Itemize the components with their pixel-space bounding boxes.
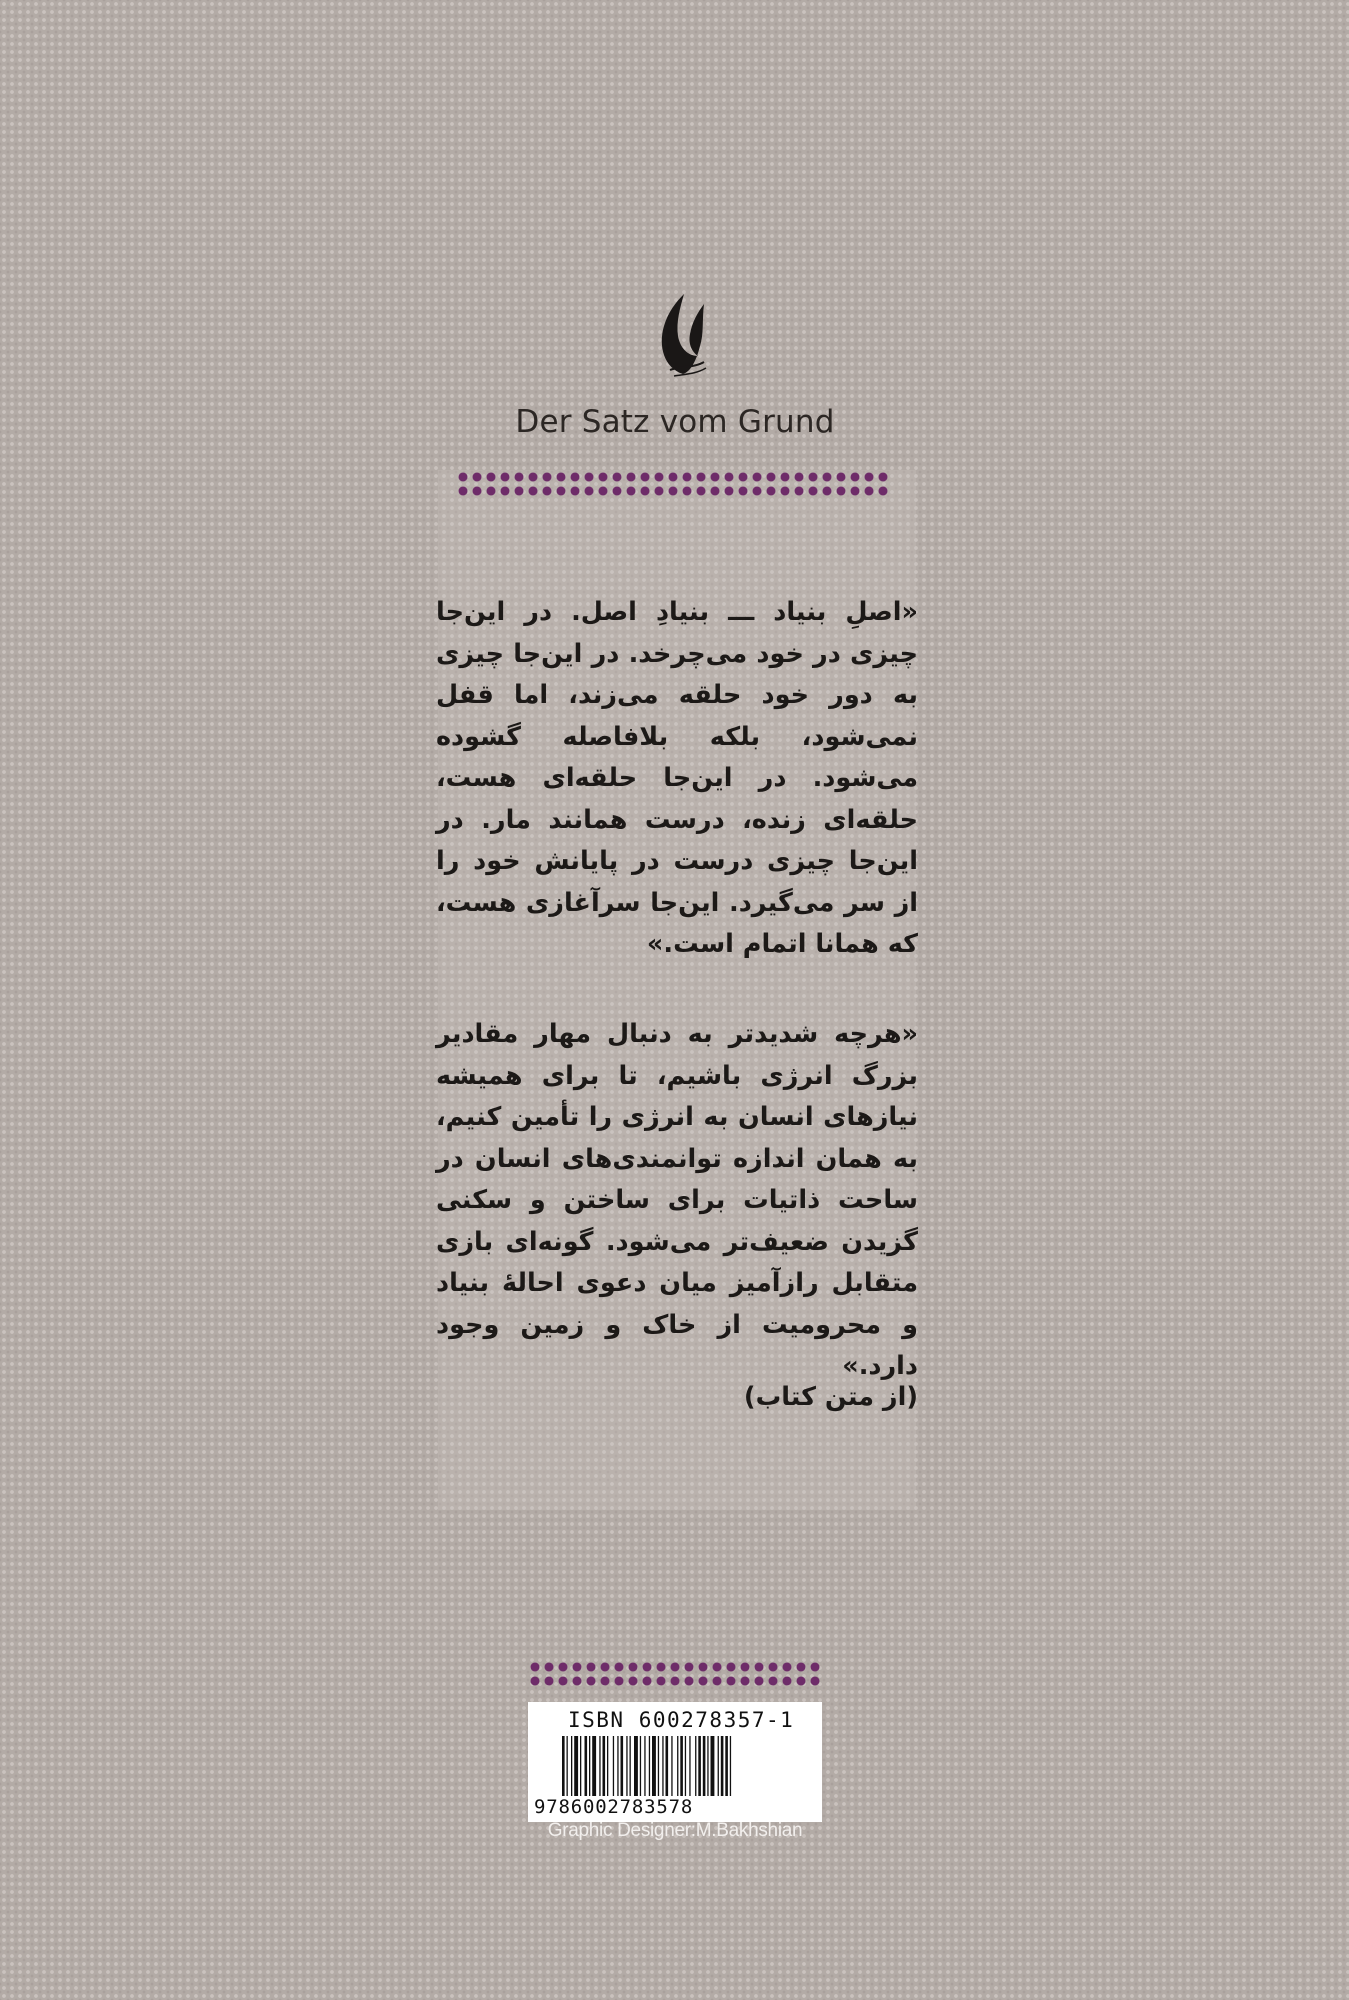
barcode-bar bbox=[725, 1736, 728, 1796]
barcode-bar bbox=[599, 1736, 600, 1796]
barcode-bar bbox=[580, 1736, 581, 1796]
book-title-latin: Der Satz vom Grund bbox=[515, 404, 835, 440]
publisher-logo-icon bbox=[650, 282, 710, 382]
barcode-bar bbox=[634, 1736, 638, 1796]
barcode-bar bbox=[695, 1736, 696, 1796]
barcode-bar bbox=[707, 1736, 708, 1796]
barcode-bar bbox=[721, 1736, 724, 1796]
barcode-bar bbox=[621, 1736, 624, 1796]
barcode-bar bbox=[617, 1736, 618, 1796]
barcode-bar bbox=[613, 1736, 614, 1796]
source-note: (از متن کتاب) bbox=[743, 1382, 918, 1412]
barcode-number: 9786002783578 bbox=[534, 1796, 694, 1818]
barcode-bar bbox=[567, 1736, 568, 1796]
barcode-bar bbox=[626, 1736, 627, 1796]
barcode-bar bbox=[666, 1736, 669, 1796]
barcode-bar bbox=[718, 1736, 719, 1796]
barcode-bar bbox=[585, 1736, 588, 1796]
designer-credit: Graphic Designer:M.Bakhshian bbox=[547, 1820, 803, 1841]
barcode-bar bbox=[730, 1736, 731, 1796]
dotted-divider-bottom bbox=[528, 1660, 822, 1690]
dotted-divider-top bbox=[456, 470, 890, 500]
barcode-bar bbox=[592, 1736, 596, 1796]
barcode-bar bbox=[658, 1736, 659, 1796]
barcode-bar bbox=[562, 1736, 565, 1796]
barcode-bar bbox=[607, 1736, 608, 1796]
barcode-bar bbox=[711, 1736, 715, 1796]
barcode-bar bbox=[649, 1736, 650, 1796]
barcode-bar bbox=[644, 1736, 645, 1796]
isbn-barcode bbox=[528, 1702, 822, 1822]
barcode-bars bbox=[562, 1736, 812, 1796]
barcode-bar bbox=[630, 1736, 631, 1796]
barcode-bar bbox=[703, 1736, 706, 1796]
barcode-bar bbox=[677, 1736, 678, 1796]
barcode-bar bbox=[571, 1736, 572, 1796]
barcode-bar bbox=[640, 1736, 641, 1796]
barcode-bar bbox=[574, 1736, 578, 1796]
barcode-bar bbox=[680, 1736, 683, 1796]
barcode-bar bbox=[662, 1736, 663, 1796]
barcode-bar bbox=[589, 1736, 590, 1796]
barcode-bar bbox=[698, 1736, 701, 1796]
barcode-bar bbox=[652, 1736, 656, 1796]
quote-paragraph-2: «هرچه شدیدتر به دنبال مهار مقادیر بزرگ انرژی باشیم، تا برای همیشه نیازهای انسان به انرژی را تأمین کنیم، به همان اندازه توانمندی‌های انسان در ساحت ذاتیات برای ساختن و سکنی گزیدن ضعیف‌تر می‌شود. گونه‌ای بازی متقابل رازآمیز میان دعوی احالهٔ بنیاد و محرومیت از خاک و زمین وجود دارد.» bbox=[436, 1019, 918, 1381]
barcode-bar bbox=[685, 1736, 686, 1796]
quote-paragraph-1: «اصلِ بنیاد ـــ بنیادِ اصل. در این‌جا چیزی در خود می‌چرخد. در این‌جا چیزی به دور خود حلقه می‌زند، اما قفل نمی‌شود، بلکه بلافاصله گشوده می‌شود. در این‌جا حلقه‌ای هست، حلقه‌ای زنده، درست همانند مار. در این‌جا چیزی درست در پایانش خود را از سر می‌گیرد. این‌جا سرآغازی هست، که همانا اتمام است.» bbox=[436, 597, 918, 959]
barcode-bar bbox=[603, 1736, 606, 1796]
barcode-bar bbox=[689, 1736, 690, 1796]
isbn-label: ISBN 600278357-1 bbox=[568, 1708, 795, 1732]
barcode-bar bbox=[671, 1736, 672, 1796]
